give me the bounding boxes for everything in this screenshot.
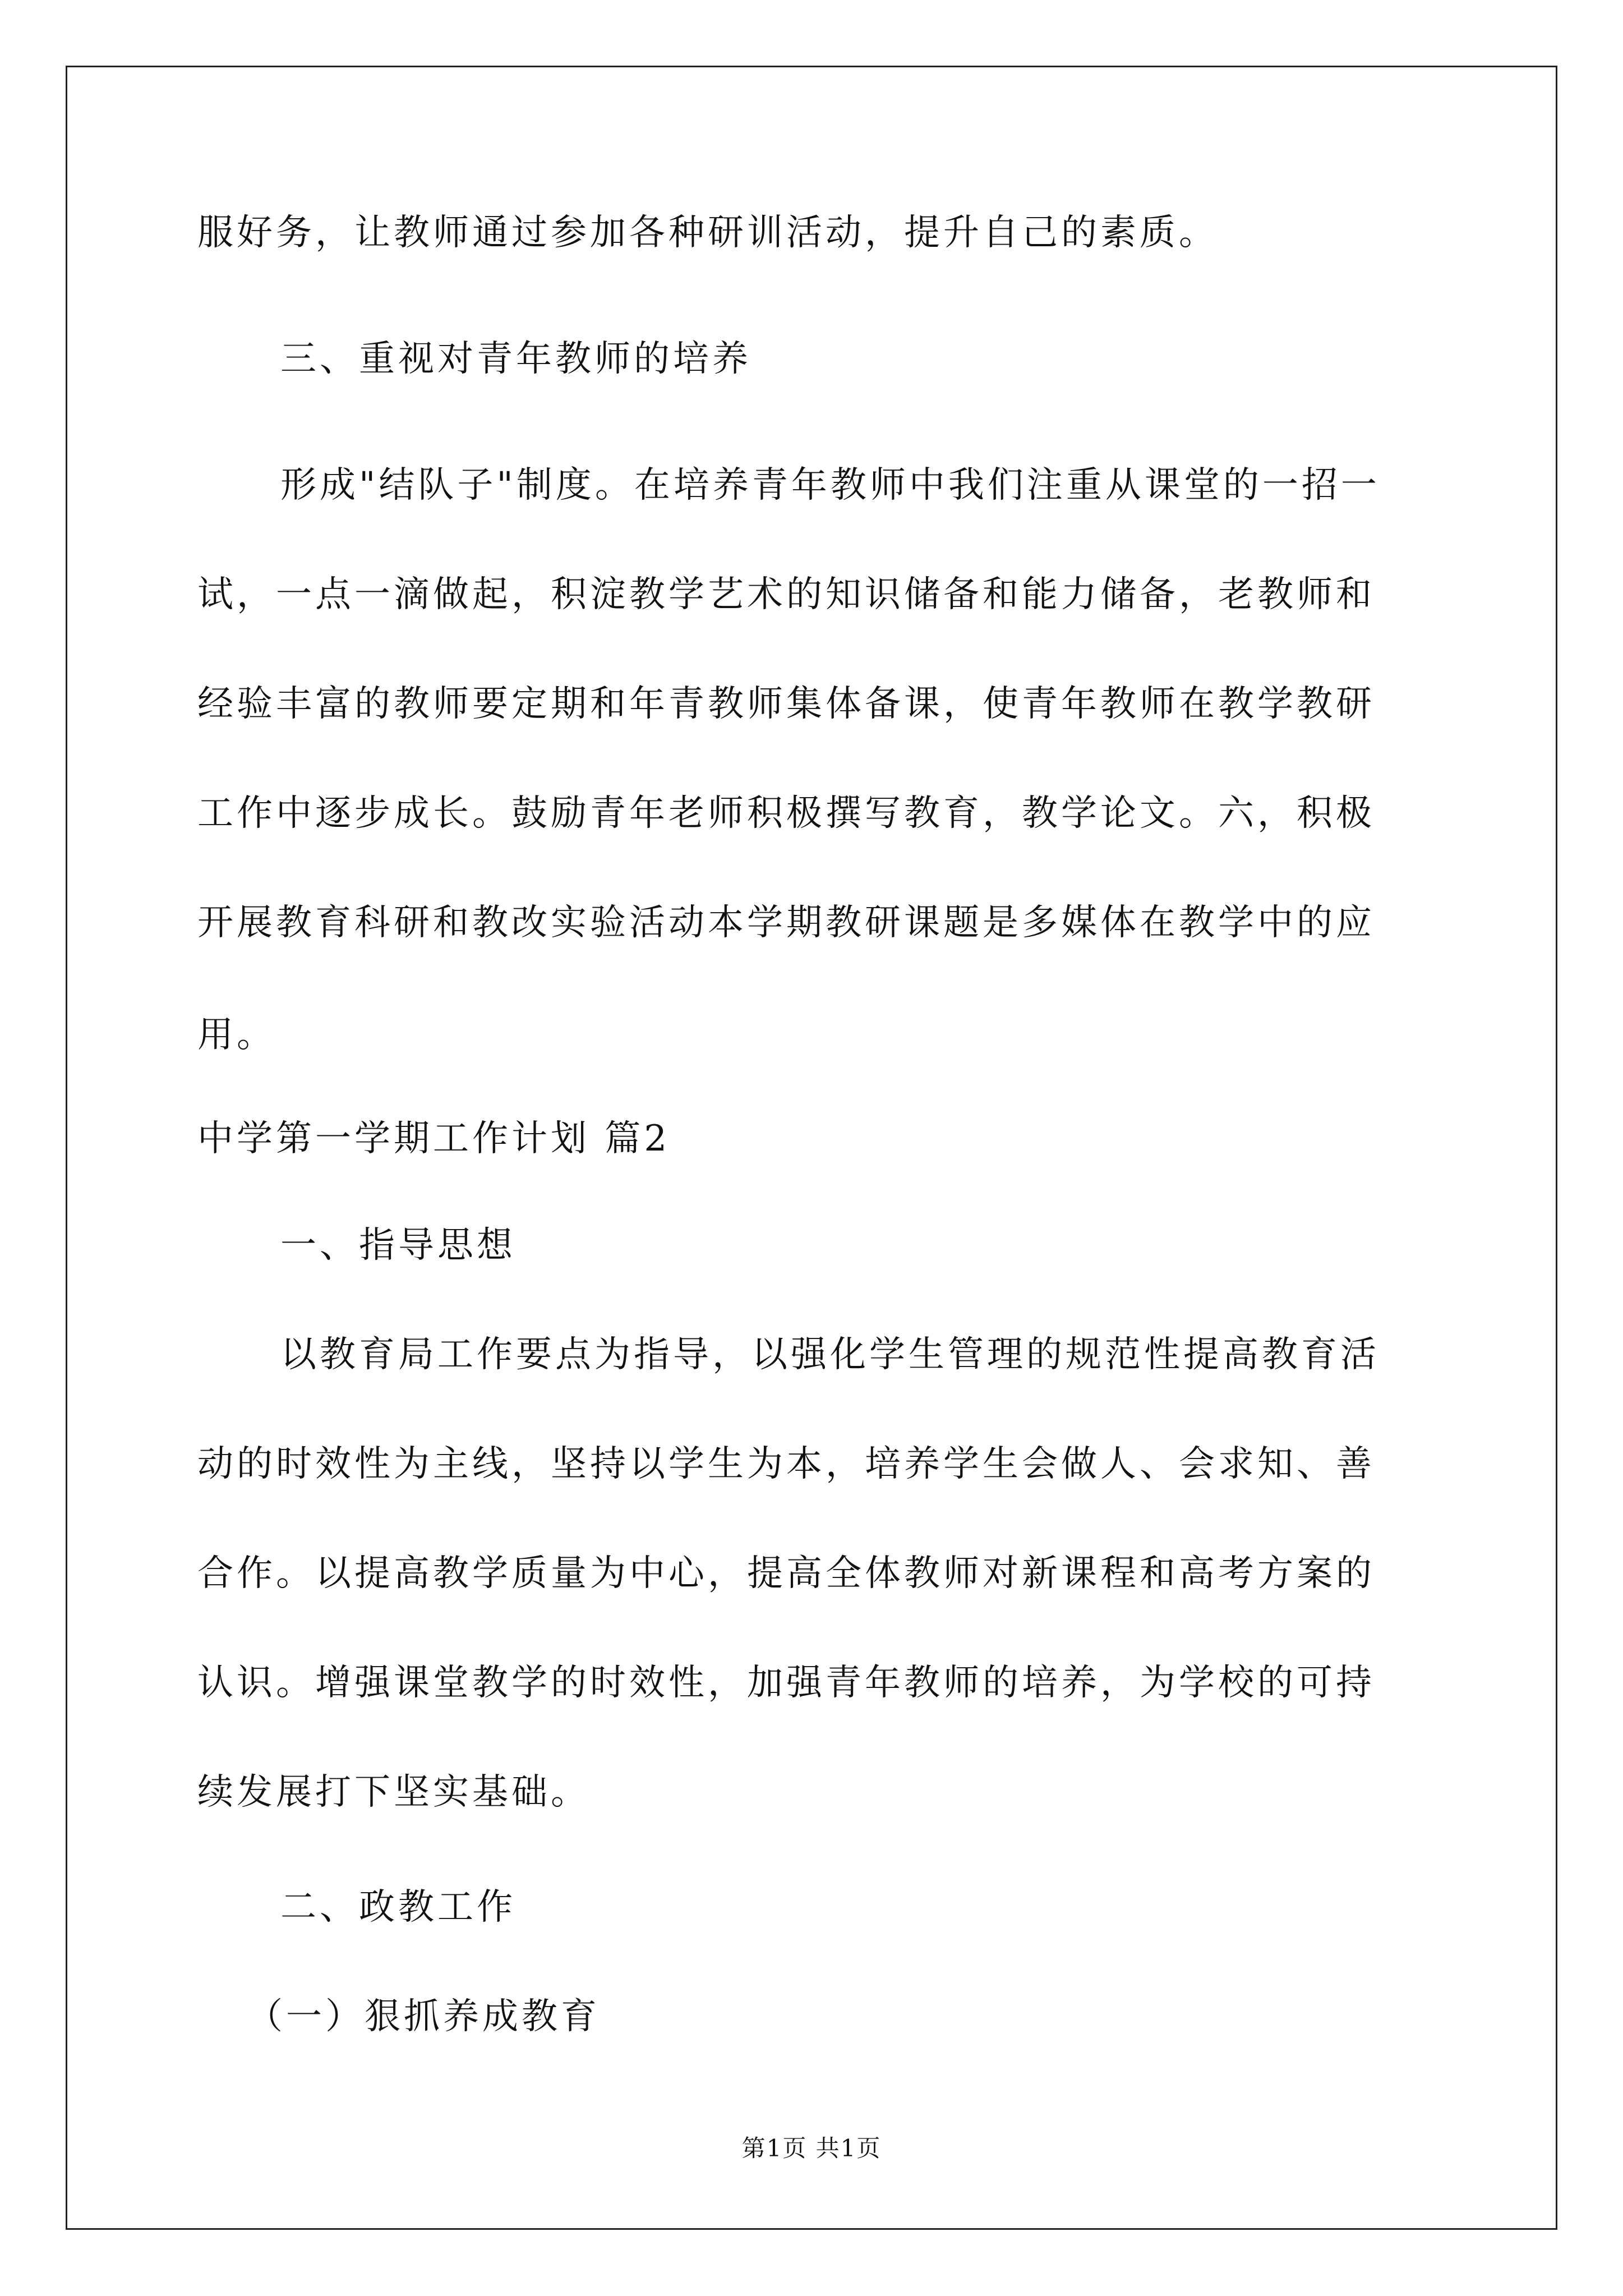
body-text-line: 工作中逐步成长。鼓励青年老师积极撰写教育，教学论文。六，积极: [197, 793, 1375, 834]
body-text-line: 服好务，让教师通过参加各种研训活动，提升自己的素质。: [197, 212, 1218, 254]
body-text-line: 开展教育科研和教改实验活动本学期教研课题是多媒体在教学中的应: [197, 902, 1375, 944]
page-footer: 第1页 共1页: [741, 2134, 882, 2162]
body-text-line: 动的时效性为主线，坚持以学生为本，培养学生会做人、会求知、善: [197, 1443, 1375, 1485]
body-text-line: 形成"结队子"制度。在培养青年教师中我们注重从课堂的一招一: [280, 464, 1380, 506]
body-text-line: 以教育局工作要点为指导，以强化学生管理的规范性提高教育活: [280, 1334, 1380, 1375]
body-text-line: 试，一点一滴做起，积淀教学艺术的知识储备和能力储备，老教师和: [197, 574, 1375, 615]
section-heading: 一、指导思想: [280, 1225, 516, 1266]
body-text-line: 用。: [197, 1014, 276, 1056]
body-text-line: 认识。增强课堂教学的时效性，加强青年教师的培养，为学校的可持: [197, 1662, 1375, 1704]
body-text-line: 经验丰富的教师要定期和年青教师集体备课，使青年教师在教学教研: [197, 683, 1375, 725]
body-text-line: 合作。以提高教学质量为中心，提高全体教师对新课程和高考方案的: [197, 1553, 1375, 1594]
body-text-line: 续发展打下坚实基础。: [197, 1772, 590, 1813]
subsection-heading: （一）狠抓养成教育: [247, 1996, 600, 2037]
document-title: 中学第一学期工作计划 篇2: [197, 1118, 671, 1159]
section-heading: 二、政教工作: [280, 1887, 516, 1928]
section-heading: 三、重视对青年教师的培养: [280, 338, 751, 380]
